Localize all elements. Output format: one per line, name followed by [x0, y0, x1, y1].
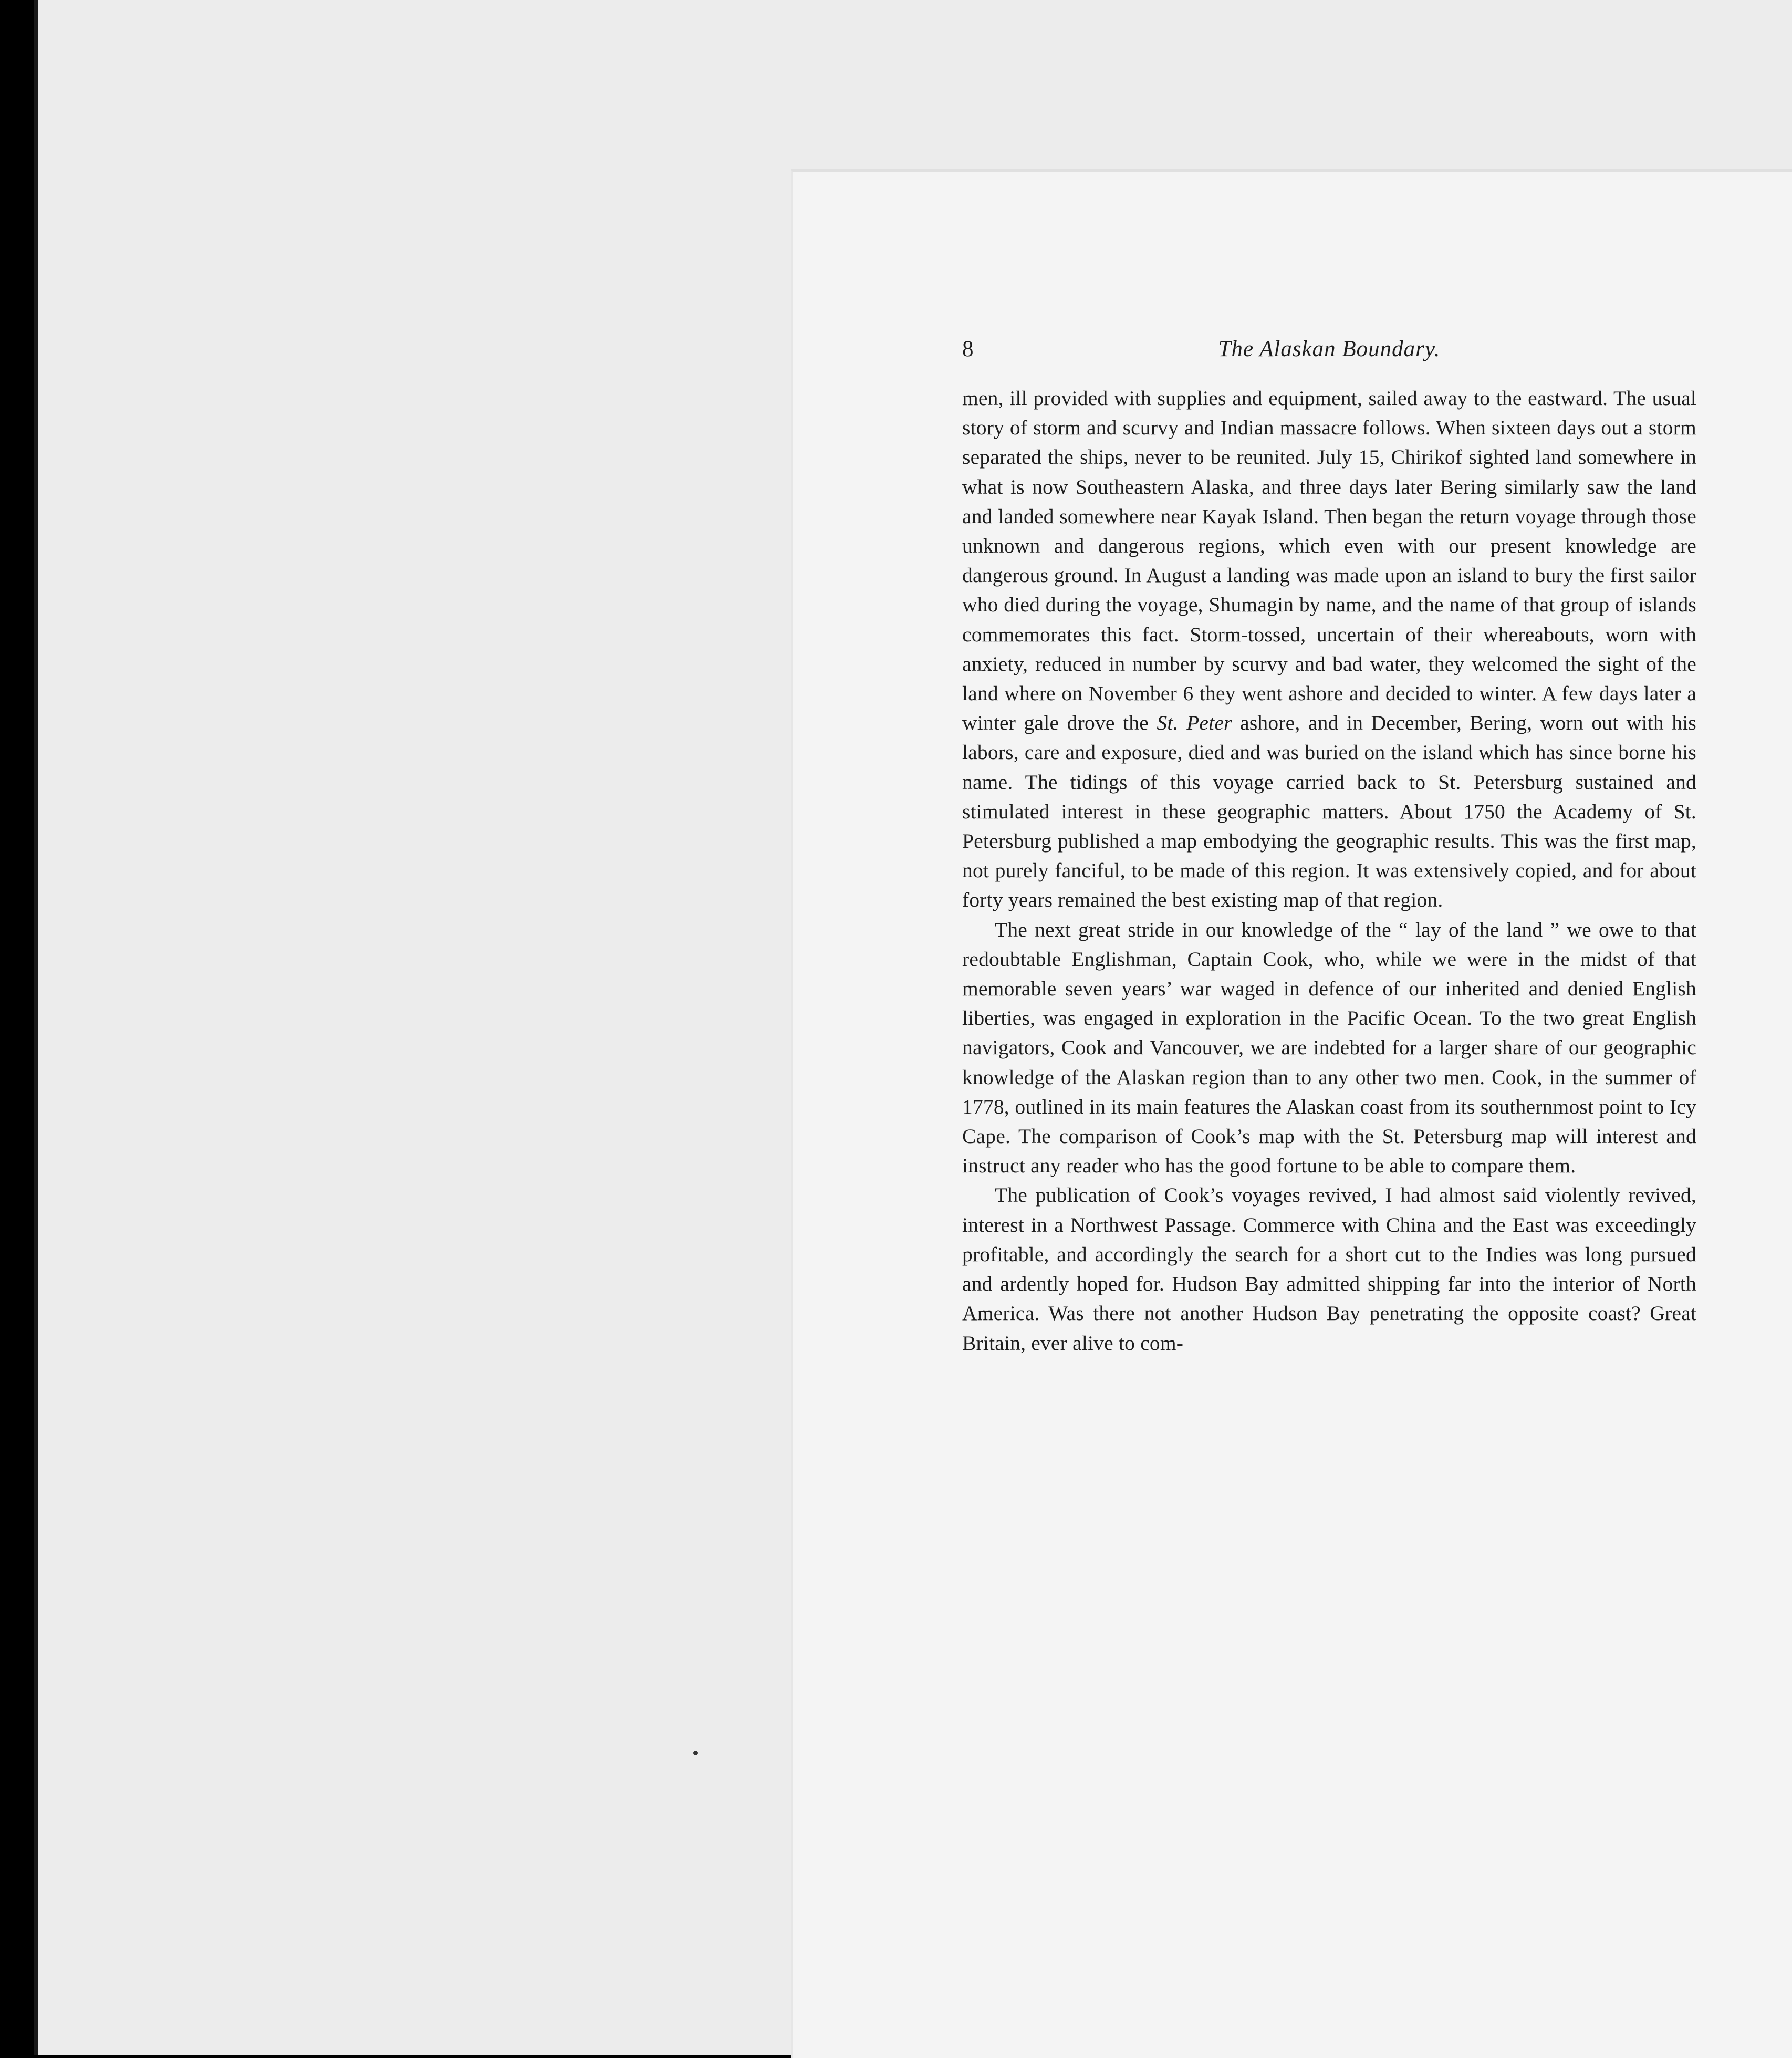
- page-header: [962, 326, 1696, 383]
- body-text: [962, 383, 1696, 1358]
- text-run: men, ill provided with supplies and equipment, sailed away to the eastward. The usual story of storm and scurvy and Indian massacre follows. When sixteen days out a storm separated the ships, never to be reunited. July 15, Chirikof sighted land somewhere in what is now Southeastern Alaska, and three days later Bering similarly saw the land and landed somewhere near Kayak Island. Then began the return voyage through those unknown and dangerous regions, which even with our present knowledge are dangerous ground. In August a landing was made upon an island to bury the first sailor who died during the voyage, Shumagin by name, and the name of that group of islands commemorates this fact. Storm-tossed, uncertain of their whereabouts, worn with anxiety, reduced in number by scurvy and bad water, they welcomed the sight of the land where on November 6 they went ashore and decided to winter. A few days later a winter gale drove the: [962, 387, 1696, 735]
- running-title: The Alaskan Boundary.: [1218, 337, 1441, 361]
- scan-speck: [693, 1751, 698, 1755]
- ship-name: St. Peter: [1157, 711, 1232, 735]
- text-run: ashore, and in December, Bering, worn out with his labors, care and exposure, died and was buried on the island which has since borne his name. The tidings of this voyage carried back to St. Petersburg sustained and stimulated interest in these geographic matters. About 1750 the Academy of St. Petersburg published a map embodying the geographic results. This was the first map, not purely fanciful, to be made of this region. It was extensively copied, and for about forty years remained the best existing map of that region.: [962, 711, 1696, 912]
- paragraph-3: [962, 1180, 1696, 1357]
- page-number: 8: [962, 337, 974, 361]
- page-content: [962, 326, 1696, 1358]
- paragraph-1: [962, 383, 1696, 915]
- text-run: The publication of Cook’s voyages revived, I had almost said violently revived, interest in a Northwest Passage. Commerce with China and the East was exceedingly profitable, and accordingly the search for a short cut to the Indies was long pursued and ardently hoped for. Hudson Bay admitted shipping far into the interior of North America. Was there not another Hudson Bay penetrating the opposite coast? Great Britain, ever alive to com-: [962, 1183, 1696, 1355]
- scanner-edge: [34, 0, 38, 2055]
- text-run: The next great stride in our knowledge of the “ lay of the land ” we owe to that redoubtable Englishman, Captain Cook, who, while we were in the midst of that memorable seven years’ war waged in defence of our inherited and denied English liberties, was engaged in exploration in the Pacific Ocean. To the two great English navigators, Cook and Vancouver, we are indebted for a larger share of our geographic knowledge of the Alaskan region than to any other two men. Cook, in the summer of 1778, outlined in its main features the Alaskan coast from its southernmost point to Icy Cape. The comparison of Cook’s map with the St. Petersburg map will interest and instruct any reader who has the good fortune to be able to compare them.: [962, 918, 1696, 1178]
- paragraph-2: [962, 915, 1696, 1181]
